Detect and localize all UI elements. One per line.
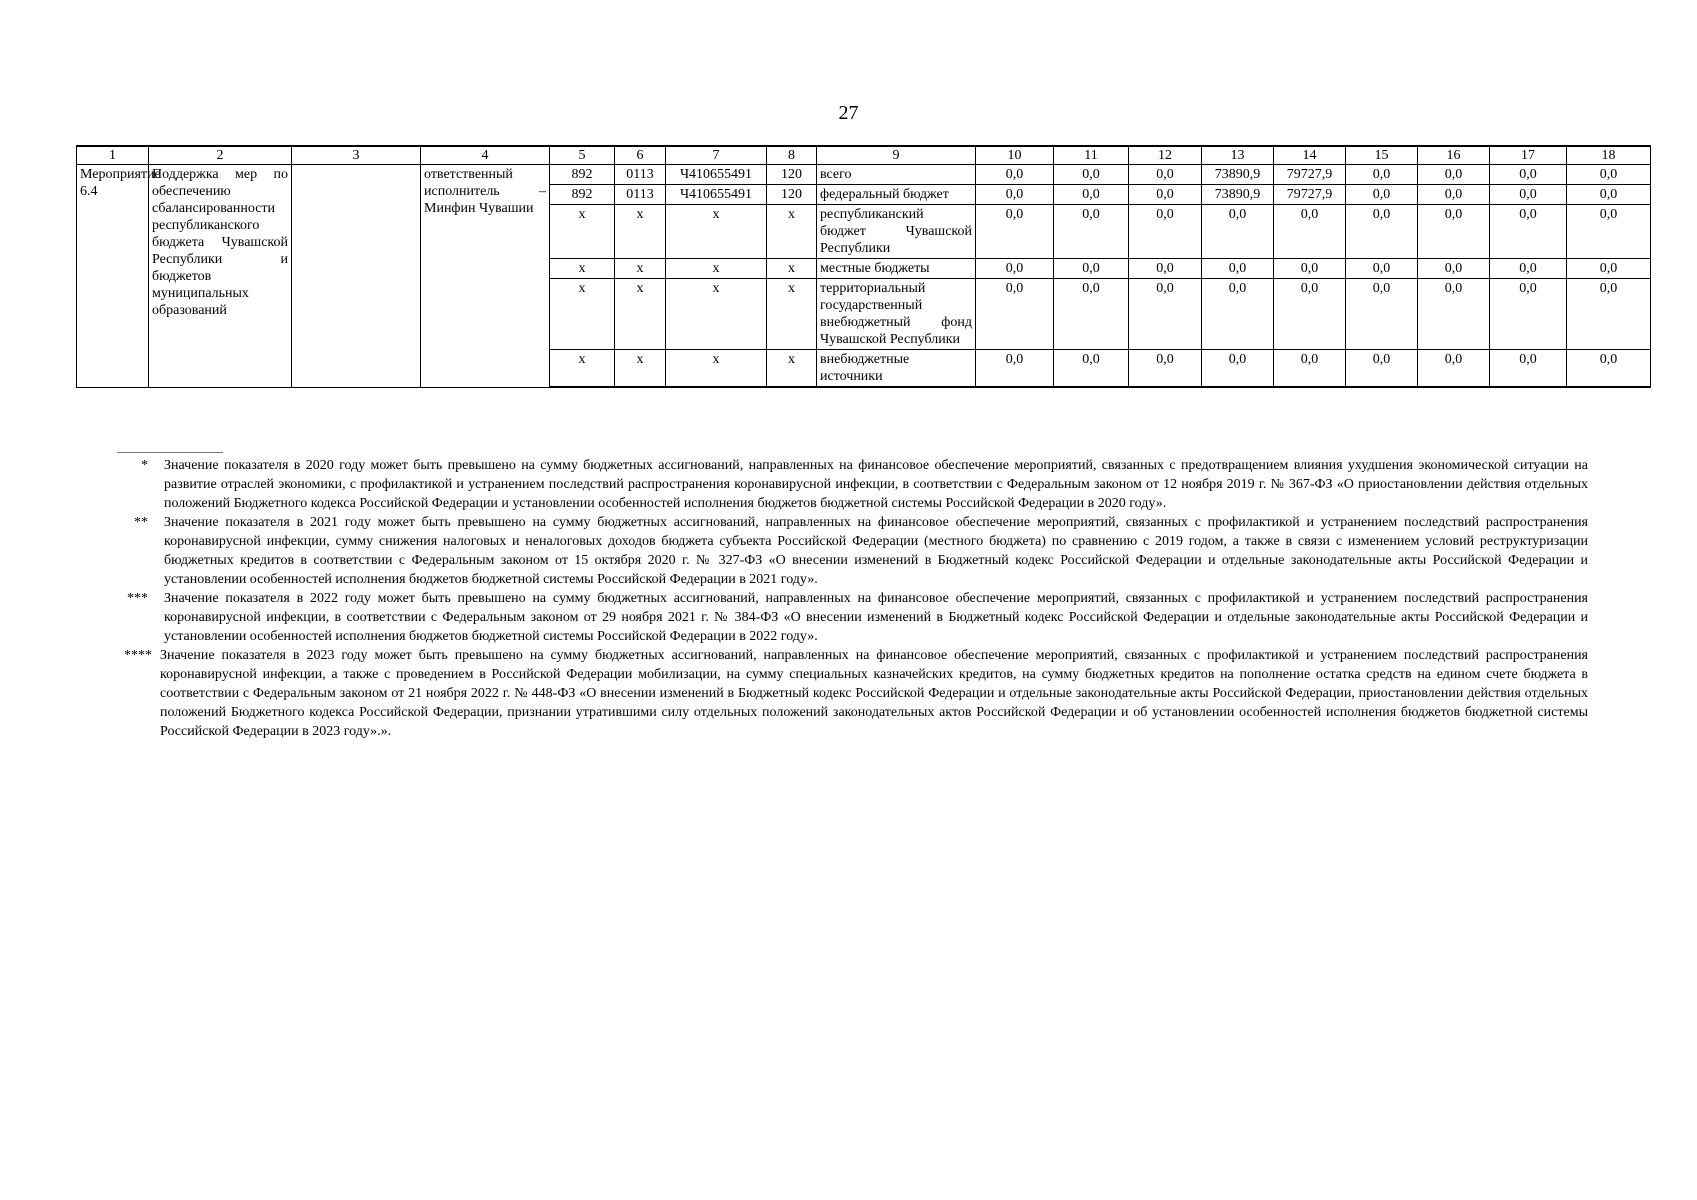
value-cell: 0,0 [1054, 350, 1129, 388]
value-cell: 0,0 [1202, 279, 1274, 350]
value-cell: 0,0 [1490, 259, 1567, 279]
value-cell: 0,0 [1129, 259, 1202, 279]
value-cell: 0,0 [1274, 259, 1346, 279]
value-cell: 0,0 [1490, 165, 1567, 185]
kbk-section-cell: 0113 [615, 165, 666, 185]
value-cell: 0,0 [1274, 279, 1346, 350]
value-cell: 0,0 [1418, 165, 1490, 185]
value-cell: 0,0 [1567, 350, 1651, 388]
header-cell: 2 [149, 146, 292, 165]
value-cell: 79727,9 [1274, 185, 1346, 205]
value-cell: 0,0 [1274, 205, 1346, 259]
value-cell: 0,0 [1418, 259, 1490, 279]
funding-source-cell: республиканский бюджет Чувашской Республики [817, 205, 976, 259]
column-3-cell [292, 165, 421, 388]
budget-table [76, 145, 1651, 388]
value-cell: 0,0 [1490, 279, 1567, 350]
kbk-expense-type-cell: 120 [767, 185, 817, 205]
kbk-target-cell: x [666, 205, 767, 259]
header-cell: 5 [550, 146, 615, 165]
footnote-text: Значение показателя в 2022 году может быть превышено на сумму бюджетных ассигнований, направленных на финансовое обеспечение мероприятий, связанных с профилактикой и устранением последствий распространения коронавирусной инфекции, в соответствии с Федеральным законом от 29 ноября 2021 г. № 384-ФЗ «О внесении изменений в Бюджетный кодекс Российской Федерации и отдельные законодательные акты Российской Федерации и установлении особенностей исполнения бюджетов бюджетной системы Российской Федерации в 2022 году». [164, 591, 1588, 644]
value-cell: 0,0 [1567, 185, 1651, 205]
funding-source-cell: территориальный государственный внебюджетный фонд Чувашской Республики [817, 279, 976, 350]
header-cell: 6 [615, 146, 666, 165]
value-cell: 0,0 [1567, 165, 1651, 185]
header-cell: 18 [1567, 146, 1651, 165]
header-cell: 13 [1202, 146, 1274, 165]
footnote-divider [117, 452, 223, 453]
header-cell: 16 [1418, 146, 1490, 165]
footnote [112, 589, 1588, 646]
value-cell: 0,0 [1129, 350, 1202, 388]
footnote-mark: *** [127, 591, 148, 606]
table-header-row [77, 146, 1651, 165]
kbk-target-cell: x [666, 279, 767, 350]
footnotes [112, 456, 1588, 741]
value-cell: 0,0 [1054, 205, 1129, 259]
kbk-section-cell: 0113 [615, 185, 666, 205]
kbk-expense-type-cell: 120 [767, 165, 817, 185]
value-cell: 0,0 [976, 205, 1054, 259]
value-cell: 0,0 [1346, 279, 1418, 350]
value-cell: 0,0 [1346, 185, 1418, 205]
footnote [112, 513, 1588, 589]
header-cell: 11 [1054, 146, 1129, 165]
funding-source-cell: всего [817, 165, 976, 185]
kbk-target-cell: x [666, 259, 767, 279]
kbk-target-cell: Ч410655491 [666, 185, 767, 205]
value-cell: 0,0 [1129, 205, 1202, 259]
funding-source-cell: федеральный бюджет [817, 185, 976, 205]
value-cell: 0,0 [1418, 185, 1490, 205]
kbk-expense-type-cell: x [767, 279, 817, 350]
kbk-section-cell: x [615, 350, 666, 388]
footnote-mark: **** [124, 648, 152, 663]
value-cell: 0,0 [1418, 205, 1490, 259]
header-cell: 1 [77, 146, 149, 165]
kbk-ministry-cell: 892 [550, 165, 615, 185]
header-cell: 15 [1346, 146, 1418, 165]
value-cell: 73890,9 [1202, 165, 1274, 185]
kbk-target-cell: x [666, 350, 767, 388]
header-cell: 4 [421, 146, 550, 165]
value-cell: 0,0 [1346, 165, 1418, 185]
kbk-section-cell: x [615, 279, 666, 350]
value-cell: 0,0 [976, 259, 1054, 279]
value-cell: 0,0 [1054, 259, 1129, 279]
footnote-text: Значение показателя в 2020 году может быть превышено на сумму бюджетных ассигнований, направленных на финансовое обеспечение мероприятий, связанных с предотвращением влияния ухудшения экономической ситуации на развитие отраслей экономики, с профилактикой и устранением последствий распространения коронавирусной инфекции, в соответствии с Федеральным законом от 12 ноября 2019 г. № 367-ФЗ «О приостановлении действия отдельных положений Бюджетного кодекса Российской Федерации и установлении особенностей исполнения бюджетов бюджетной системы Российской Федерации в 2020 году». [164, 458, 1588, 511]
kbk-target-cell: Ч410655491 [666, 165, 767, 185]
kbk-expense-type-cell: x [767, 350, 817, 388]
table-row [77, 165, 1651, 185]
kbk-ministry-cell: x [550, 205, 615, 259]
value-cell: 0,0 [1418, 350, 1490, 388]
footnote-mark: * [141, 458, 148, 473]
kbk-ministry-cell: x [550, 259, 615, 279]
footnote-text: Значение показателя в 2023 году может быть превышено на сумму бюджетных ассигнований, направленных на финансовое обеспечение мероприятий, связанных с профилактикой и устранением последствий распространения коронавирусной инфекции, а также с проведением в Российской Федерации мобилизации, на сумму специальных казначейских кредитов, на сумму бюджетных кредитов на пополнение остатка средств на едином счете бюджета в соответствии с Федеральным законом от 21 ноября 2022 г. № 448-ФЗ «О внесении изменений в Бюджетный кодекс Российской Федерации и отдельные законодательные акты Российской Федерации, приостановлении действия отдельных положений Бюджетного кодекса Российской Федерации, признании утратившими силу отдельных положений законодательных актов Российской Федерации и об установлении особенностей исполнения бюджетов бюджетной системы Российской Федерации в 2023 году».». [160, 648, 1588, 739]
value-cell: 0,0 [1129, 185, 1202, 205]
header-cell: 3 [292, 146, 421, 165]
event-name-cell: Поддержка мер по обеспечению сбалансированности республиканского бюджета Чувашской Республики и бюджетов муниципальных образований [149, 165, 292, 388]
value-cell: 0,0 [1346, 350, 1418, 388]
value-cell: 0,0 [976, 350, 1054, 388]
footnote-mark: ** [134, 515, 148, 530]
value-cell: 0,0 [1346, 259, 1418, 279]
value-cell: 0,0 [1054, 165, 1129, 185]
value-cell: 0,0 [976, 279, 1054, 350]
value-cell: 0,0 [1567, 279, 1651, 350]
value-cell: 0,0 [976, 165, 1054, 185]
value-cell: 0,0 [1490, 350, 1567, 388]
value-cell: 0,0 [1054, 185, 1129, 205]
page-number: 27 [838, 102, 859, 124]
kbk-expense-type-cell: x [767, 259, 817, 279]
value-cell: 0,0 [1129, 165, 1202, 185]
kbk-ministry-cell: 892 [550, 185, 615, 205]
value-cell: 0,0 [1054, 279, 1129, 350]
value-cell: 0,0 [1202, 259, 1274, 279]
value-cell: 0,0 [1274, 350, 1346, 388]
header-cell: 14 [1274, 146, 1346, 165]
kbk-section-cell: x [615, 205, 666, 259]
kbk-expense-type-cell: x [767, 205, 817, 259]
event-label-cell: Мероприятие 6.4 [77, 165, 149, 388]
value-cell: 0,0 [1490, 185, 1567, 205]
kbk-ministry-cell: x [550, 279, 615, 350]
header-cell: 17 [1490, 146, 1567, 165]
funding-source-cell: внебюджетные источники [817, 350, 976, 388]
header-cell: 7 [666, 146, 767, 165]
header-cell: 9 [817, 146, 976, 165]
value-cell: 0,0 [1129, 279, 1202, 350]
value-cell: 79727,9 [1274, 165, 1346, 185]
value-cell: 0,0 [1490, 205, 1567, 259]
kbk-ministry-cell: x [550, 350, 615, 388]
footnote [112, 456, 1588, 513]
executor-cell: ответственный исполнитель – Минфин Чувашии [421, 165, 550, 388]
value-cell: 0,0 [976, 185, 1054, 205]
value-cell: 0,0 [1202, 350, 1274, 388]
kbk-section-cell: x [615, 259, 666, 279]
footnote-text: Значение показателя в 2021 году может быть превышено на сумму бюджетных ассигнований, направленных на финансовое обеспечение мероприятий, связанных с профилактикой и устранением последствий распространения коронавирусной инфекции, сумму снижения налоговых и неналоговых доходов бюджета субъекта Российской Федерации (местного бюджета) по сравнению с 2019 годом, а также в связи с изменением условий реструктуризации бюджетных кредитов в соответствии с Федеральным законом от 15 октября 2020 г. № 327-ФЗ «О внесении изменений в Бюджетный кодекс Российской Федерации и отдельные законодательные акты Российской Федерации и установлении особенностей исполнения бюджетов бюджетной системы Российской Федерации в 2021 году». [164, 515, 1588, 587]
value-cell: 0,0 [1567, 205, 1651, 259]
footnote [112, 646, 1588, 741]
value-cell: 73890,9 [1202, 185, 1274, 205]
header-cell: 8 [767, 146, 817, 165]
value-cell: 0,0 [1567, 259, 1651, 279]
value-cell: 0,0 [1202, 205, 1274, 259]
value-cell: 0,0 [1418, 279, 1490, 350]
header-cell: 12 [1129, 146, 1202, 165]
funding-source-cell: местные бюджеты [817, 259, 976, 279]
header-cell: 10 [976, 146, 1054, 165]
value-cell: 0,0 [1346, 205, 1418, 259]
